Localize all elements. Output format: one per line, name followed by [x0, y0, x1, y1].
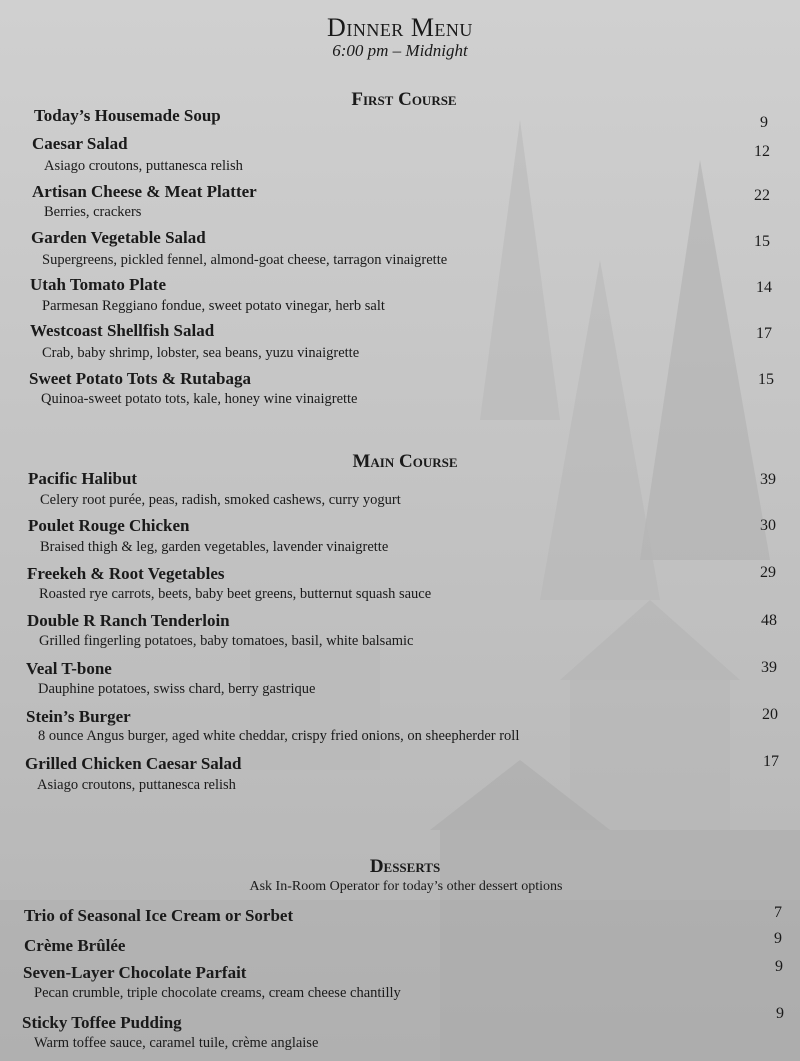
item-description: Berries, crackers: [44, 204, 142, 220]
item-name: Sticky Toffee Pudding: [22, 1013, 182, 1032]
item-price: 17: [763, 753, 779, 770]
item-price: 7: [774, 904, 782, 921]
item-description: Quinoa-sweet potato tots, kale, honey wine vinaigrette: [41, 391, 358, 407]
item-price: 12: [754, 143, 770, 160]
item-price: 14: [756, 279, 772, 296]
item-price: 9: [775, 958, 783, 975]
main-course-heading: Main Course: [352, 451, 458, 472]
item-name: Trio of Seasonal Ice Cream or Sorbet: [24, 906, 294, 925]
item-name: Sweet Potato Tots & Rutabaga: [29, 369, 251, 388]
item-name: Grilled Chicken Caesar Salad: [25, 754, 242, 773]
item-price: 29: [760, 564, 776, 581]
item-name: Pacific Halibut: [28, 469, 138, 488]
item-name: Crème Brûlée: [24, 936, 126, 955]
item-price: 39: [760, 471, 776, 488]
menu-hours: 6:00 pm – Midnight: [332, 41, 468, 60]
menu-title: Dinner Menu: [327, 13, 473, 42]
item-description: Braised thigh & leg, garden vegetables, lavender vinaigrette: [40, 539, 389, 555]
item-name: Today’s Housemade Soup: [34, 106, 221, 125]
item-price: 9: [760, 114, 768, 131]
item-price: 48: [761, 612, 777, 629]
item-description: Pecan crumble, triple chocolate creams, cream cheese chantilly: [34, 985, 401, 1001]
item-price: 9: [774, 930, 782, 947]
item-price: 15: [754, 233, 770, 250]
item-description: Roasted rye carrots, beets, baby beet greens, butternut squash sauce: [39, 586, 432, 602]
item-name: Caesar Salad: [32, 134, 128, 153]
item-price: 9: [776, 1005, 784, 1022]
item-name: Garden Vegetable Salad: [31, 228, 206, 247]
item-name: Artisan Cheese & Meat Platter: [32, 182, 257, 201]
desserts-note: Ask In-Room Operator for today’s other dessert options: [249, 879, 563, 894]
desserts-heading: Desserts: [369, 856, 441, 877]
item-name: Seven-Layer Chocolate Parfait: [23, 963, 247, 982]
item-price: 39: [761, 659, 777, 676]
item-description: Asiago croutons, puttanesca relish: [37, 777, 236, 793]
item-name: Utah Tomato Plate: [30, 275, 166, 294]
item-description: Celery root purée, peas, radish, smoked cashews, curry yogurt: [40, 492, 401, 508]
item-price: 20: [762, 706, 778, 723]
item-description: Dauphine potatoes, swiss chard, berry gastrique: [38, 681, 316, 697]
item-name: Double R Ranch Tenderloin: [27, 611, 230, 630]
item-description: Warm toffee sauce, caramel tuile, crème anglaise: [34, 1035, 319, 1051]
item-description: Parmesan Reggiano fondue, sweet potato vinegar, herb salt: [42, 298, 385, 314]
item-description: Grilled fingerling potatoes, baby tomatoes, basil, white balsamic: [39, 633, 414, 649]
item-description: 8 ounce Angus burger, aged white cheddar, crispy fried onions, on sheepherder roll: [38, 728, 520, 744]
item-price: 15: [758, 371, 774, 388]
item-name: Veal T-bone: [26, 659, 112, 678]
item-name: Stein’s Burger: [26, 707, 131, 726]
item-name: Freekeh & Root Vegetables: [27, 564, 225, 583]
first-course-heading: First Course: [351, 89, 457, 110]
item-price: 30: [760, 517, 776, 534]
item-name: Poulet Rouge Chicken: [28, 516, 190, 535]
item-description: Asiago croutons, puttanesca relish: [44, 158, 243, 174]
item-price: 22: [754, 187, 770, 204]
item-description: Supergreens, pickled fennel, almond-goat cheese, tarragon vinaigrette: [42, 252, 448, 268]
item-name: Westcoast Shellfish Salad: [30, 321, 215, 340]
item-description: Crab, baby shrimp, lobster, sea beans, yuzu vinaigrette: [42, 345, 360, 361]
item-price: 17: [756, 325, 772, 342]
